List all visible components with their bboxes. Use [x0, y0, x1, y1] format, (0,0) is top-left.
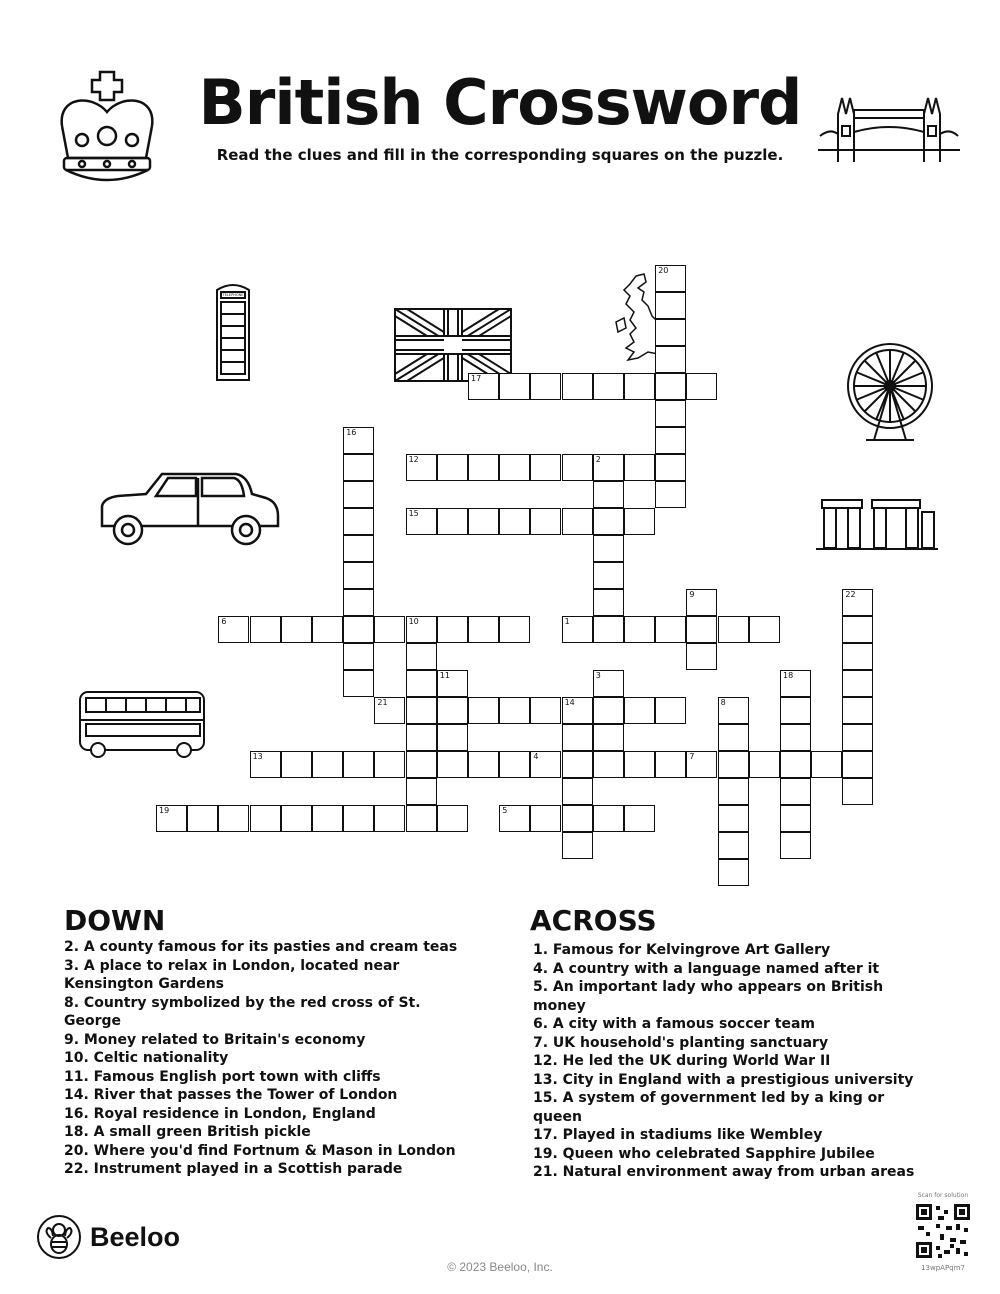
crossword-cell[interactable] — [406, 616, 437, 643]
crossword-cell[interactable] — [343, 508, 374, 535]
crossword-cell[interactable] — [686, 751, 717, 778]
crossword-cell[interactable] — [842, 643, 873, 670]
clue-number: 2 — [595, 455, 601, 464]
crossword-cell[interactable] — [811, 751, 842, 778]
clue-number: 5 — [502, 806, 508, 815]
crossword-cell[interactable] — [593, 562, 624, 589]
crossword-cell[interactable] — [437, 805, 468, 832]
qr-label: Scan for solution — [917, 1192, 969, 1199]
crossword-cell[interactable] — [437, 616, 468, 643]
down-clue: 8. Country symbolized by the red cross of St. George — [64, 994, 421, 1029]
crossword-cell[interactable] — [406, 643, 437, 670]
crossword-cell[interactable] — [655, 319, 686, 346]
across-clue: 15. A system of government led by a king or queen — [533, 1090, 885, 1125]
down-clue: 14. River that passes the Tower of London — [64, 1087, 398, 1103]
crossword-cell[interactable] — [406, 508, 437, 535]
down-clue: 9. Money related to Britain's economy — [64, 1031, 366, 1048]
crossword-cell[interactable] — [187, 805, 218, 832]
down-heading: DOWN — [64, 904, 166, 937]
crossword-cell[interactable] — [749, 616, 780, 643]
crossword-cell[interactable] — [718, 805, 749, 832]
crossword-cell[interactable] — [686, 373, 717, 400]
crossword-cell[interactable] — [780, 670, 811, 697]
crossword-cell[interactable] — [562, 805, 593, 832]
clue-number: 7 — [689, 752, 695, 761]
down-clue: 10. Celtic nationality — [64, 1050, 229, 1066]
crossword-cell[interactable] — [718, 751, 749, 778]
across-clue: 19. Queen who celebrated Sapphire Jubilee — [533, 1145, 875, 1162]
crossword-cell[interactable] — [499, 751, 530, 778]
crossword-cell[interactable] — [624, 508, 655, 535]
clue-number: 14 — [564, 698, 575, 707]
crossword-cell[interactable] — [780, 724, 811, 751]
crossword-cell[interactable] — [655, 400, 686, 427]
clue-number: 16 — [346, 428, 357, 437]
crossword-cell[interactable] — [530, 697, 561, 724]
crossword-cell[interactable] — [374, 697, 405, 724]
crossword-cell[interactable] — [655, 265, 686, 292]
crossword-cell[interactable] — [593, 697, 624, 724]
crossword-cell[interactable] — [655, 427, 686, 454]
crossword-cell[interactable] — [593, 508, 624, 535]
crossword-cell[interactable] — [343, 454, 374, 481]
crossword-cell[interactable] — [593, 724, 624, 751]
crossword-cell[interactable] — [530, 751, 561, 778]
crossword-cell[interactable] — [499, 454, 530, 481]
crossword-cell[interactable] — [655, 292, 686, 319]
crossword-cell[interactable] — [562, 778, 593, 805]
crossword-cell[interactable] — [780, 697, 811, 724]
crossword-cell[interactable] — [406, 778, 437, 805]
crossword-cell[interactable] — [718, 859, 749, 886]
crossword-cell[interactable] — [343, 535, 374, 562]
crossword-cell[interactable] — [842, 724, 873, 751]
crossword-cell[interactable] — [343, 427, 374, 454]
crossword-cell[interactable] — [780, 778, 811, 805]
crossword-cell[interactable] — [655, 346, 686, 373]
across-clue: 6. A city with a famous soccer team — [533, 1016, 815, 1032]
crossword-cell[interactable] — [468, 751, 499, 778]
crossword-cell[interactable] — [468, 697, 499, 724]
crossword-cell[interactable] — [343, 589, 374, 616]
crossword-cell[interactable] — [718, 778, 749, 805]
across-clue: 5. An important lady who appears on British money — [533, 979, 884, 1014]
crossword-cell[interactable] — [842, 589, 873, 616]
beeloo-logo — [36, 1214, 180, 1260]
crossword-cell[interactable] — [593, 481, 624, 508]
crossword-cell[interactable] — [686, 589, 717, 616]
crossword-cell[interactable] — [281, 616, 312, 643]
clue-number: 15 — [408, 509, 419, 518]
crossword-cell[interactable] — [530, 508, 561, 535]
crossword-cell[interactable] — [655, 481, 686, 508]
crossword-cell[interactable] — [218, 805, 249, 832]
across-clue: 21. Natural environment away from urban areas — [533, 1164, 915, 1180]
crossword-cell[interactable] — [655, 697, 686, 724]
across-clue: 13. City in England with a prestigious university — [533, 1071, 914, 1088]
crossword-cell[interactable] — [468, 616, 499, 643]
across-clue: 4. A country with a language named after it — [533, 960, 880, 977]
clue-number: 4 — [533, 752, 539, 761]
crossword-cell[interactable] — [718, 724, 749, 751]
crossword-cell[interactable] — [218, 616, 249, 643]
crossword-cell[interactable] — [562, 373, 593, 400]
across-heading: ACROSS — [530, 904, 657, 937]
clue-number: 20 — [658, 266, 669, 275]
crossword-cell[interactable] — [343, 481, 374, 508]
clue-number: 22 — [845, 590, 856, 599]
clue-number: 1 — [564, 617, 570, 626]
crossword-cell[interactable] — [437, 670, 468, 697]
crossword-cell[interactable] — [406, 724, 437, 751]
crossword-cell[interactable] — [374, 616, 405, 643]
crossword-cell[interactable] — [530, 373, 561, 400]
crossword-cell[interactable] — [593, 751, 624, 778]
down-clue: 20. Where you'd find Fortnum & Mason in London — [64, 1142, 456, 1159]
crossword-cell[interactable] — [312, 616, 343, 643]
crossword-cell[interactable] — [437, 724, 468, 751]
crossword-cell[interactable] — [406, 697, 437, 724]
crossword-cell[interactable] — [499, 805, 530, 832]
crossword-cell[interactable] — [343, 562, 374, 589]
crossword-cell[interactable] — [499, 508, 530, 535]
crossword-cell[interactable] — [718, 832, 749, 859]
qr-code-icon[interactable] — [916, 1204, 970, 1258]
clue-number: 10 — [408, 617, 419, 626]
crossword-cell[interactable] — [718, 616, 749, 643]
crossword-cell[interactable] — [780, 805, 811, 832]
across-clue: 7. UK household's planting sanctuary — [533, 1034, 829, 1051]
crossword-cell[interactable] — [593, 805, 624, 832]
crossword-cell[interactable] — [468, 373, 499, 400]
crossword-cell[interactable] — [780, 832, 811, 859]
crossword-cell[interactable] — [655, 454, 686, 481]
crossword-cell[interactable] — [530, 454, 561, 481]
down-clue: 22. Instrument played in a Scottish parade — [64, 1161, 403, 1177]
crossword-cell[interactable] — [562, 697, 593, 724]
across-clue: 1. Famous for Kelvingrove Art Gallery — [533, 942, 831, 958]
crossword-cell[interactable] — [250, 616, 281, 643]
crossword-cell[interactable] — [406, 454, 437, 481]
crossword-cell[interactable] — [281, 805, 312, 832]
crossword-cell[interactable] — [842, 778, 873, 805]
clue-number: 12 — [408, 455, 419, 464]
crossword-cell[interactable] — [624, 454, 655, 481]
crossword-cell[interactable] — [437, 508, 468, 535]
clue-number: 18 — [783, 671, 794, 680]
crossword-cell[interactable] — [562, 616, 593, 643]
copyright: © 2023 Beeloo, Inc. — [447, 1260, 553, 1274]
crossword-cell[interactable] — [437, 697, 468, 724]
crossword-cell[interactable] — [499, 697, 530, 724]
crossword-cell[interactable] — [562, 751, 593, 778]
down-clue: 16. Royal residence in London, England — [64, 1105, 376, 1122]
crossword-cell[interactable] — [624, 373, 655, 400]
crossword-cell[interactable] — [655, 616, 686, 643]
crossword-cell[interactable] — [468, 454, 499, 481]
crossword-cell[interactable] — [593, 589, 624, 616]
crossword-cell[interactable] — [562, 832, 593, 859]
crossword-cell[interactable] — [499, 373, 530, 400]
down-clue: 18. A small green British pickle — [64, 1124, 311, 1140]
crossword-cell[interactable] — [281, 751, 312, 778]
down-clue: 3. A place to relax in London, located near Kensington Gardens — [64, 957, 400, 992]
crossword-cell[interactable] — [562, 454, 593, 481]
crossword-cell[interactable] — [749, 751, 780, 778]
crossword-cell[interactable] — [593, 670, 624, 697]
crossword-cell[interactable] — [312, 751, 343, 778]
across-clue: 17. Played in stadiums like Wembley — [533, 1127, 823, 1143]
crossword-cell[interactable] — [312, 805, 343, 832]
crossword-cell[interactable] — [624, 751, 655, 778]
crossword-cell[interactable] — [593, 616, 624, 643]
crossword-cell[interactable] — [343, 751, 374, 778]
crossword-cell[interactable] — [624, 616, 655, 643]
clue-number: 8 — [720, 698, 726, 707]
crossword-cell[interactable] — [593, 373, 624, 400]
crossword-cell[interactable] — [406, 751, 437, 778]
crossword-cell[interactable] — [686, 616, 717, 643]
down-clue: 11. Famous English port town with cliffs — [64, 1068, 381, 1085]
clue-number: 9 — [689, 590, 695, 599]
crossword-cell[interactable] — [842, 670, 873, 697]
crossword-cell[interactable] — [343, 805, 374, 832]
clue-number: 13 — [252, 752, 263, 761]
crossword-cell[interactable] — [530, 805, 561, 832]
clue-number: 21 — [377, 698, 388, 707]
crossword-cell[interactable] — [842, 751, 873, 778]
across-clue: 12. He led the UK during World War II — [533, 1053, 831, 1069]
qr-code-id: 13wpAPqm7 — [921, 1264, 965, 1272]
crossword-cell[interactable] — [780, 751, 811, 778]
crossword-cell[interactable] — [624, 805, 655, 832]
clue-number: 11 — [439, 671, 450, 680]
crossword-cell[interactable] — [343, 616, 374, 643]
down-clue: 2. A county famous for its pasties and cream teas — [64, 939, 458, 955]
page-title: British Crossword — [198, 66, 802, 139]
crossword-cell[interactable] — [562, 724, 593, 751]
crossword-cell[interactable] — [343, 643, 374, 670]
crossword-cell[interactable] — [437, 454, 468, 481]
down-clues-list — [64, 938, 464, 1179]
crossword-cell[interactable] — [374, 805, 405, 832]
crossword-cell[interactable] — [156, 805, 187, 832]
clue-number: 6 — [221, 617, 227, 626]
crossword-cell[interactable] — [468, 508, 499, 535]
crossword-cell[interactable] — [842, 616, 873, 643]
crossword-cell[interactable] — [686, 643, 717, 670]
crossword-cell[interactable] — [437, 751, 468, 778]
crossword-cell[interactable] — [374, 751, 405, 778]
crossword-cell[interactable] — [343, 670, 374, 697]
crossword-cell[interactable] — [499, 616, 530, 643]
telephone-sign: TELEPHONE — [222, 293, 244, 297]
crossword-cell[interactable] — [842, 697, 873, 724]
crossword-cell[interactable] — [593, 454, 624, 481]
crossword-cell[interactable] — [593, 535, 624, 562]
clue-number: 17 — [471, 374, 482, 383]
bee-icon — [36, 1214, 82, 1260]
crossword-cell[interactable] — [655, 751, 686, 778]
page-subtitle: Read the clues and fill in the corresponding squares on the puzzle. — [216, 146, 784, 164]
crossword-cell[interactable] — [655, 373, 686, 400]
crossword-cell[interactable] — [624, 697, 655, 724]
clue-number: 19 — [159, 806, 170, 815]
crossword-cell[interactable] — [406, 670, 437, 697]
crossword-cell[interactable] — [718, 697, 749, 724]
crossword-cell[interactable] — [562, 508, 593, 535]
crossword-cell[interactable] — [250, 751, 281, 778]
across-clues-list — [533, 941, 933, 1182]
crossword-cell[interactable] — [250, 805, 281, 832]
brand-name: Beeloo — [90, 1221, 181, 1252]
clue-number: 3 — [595, 671, 601, 680]
crossword-cell[interactable] — [406, 805, 437, 832]
